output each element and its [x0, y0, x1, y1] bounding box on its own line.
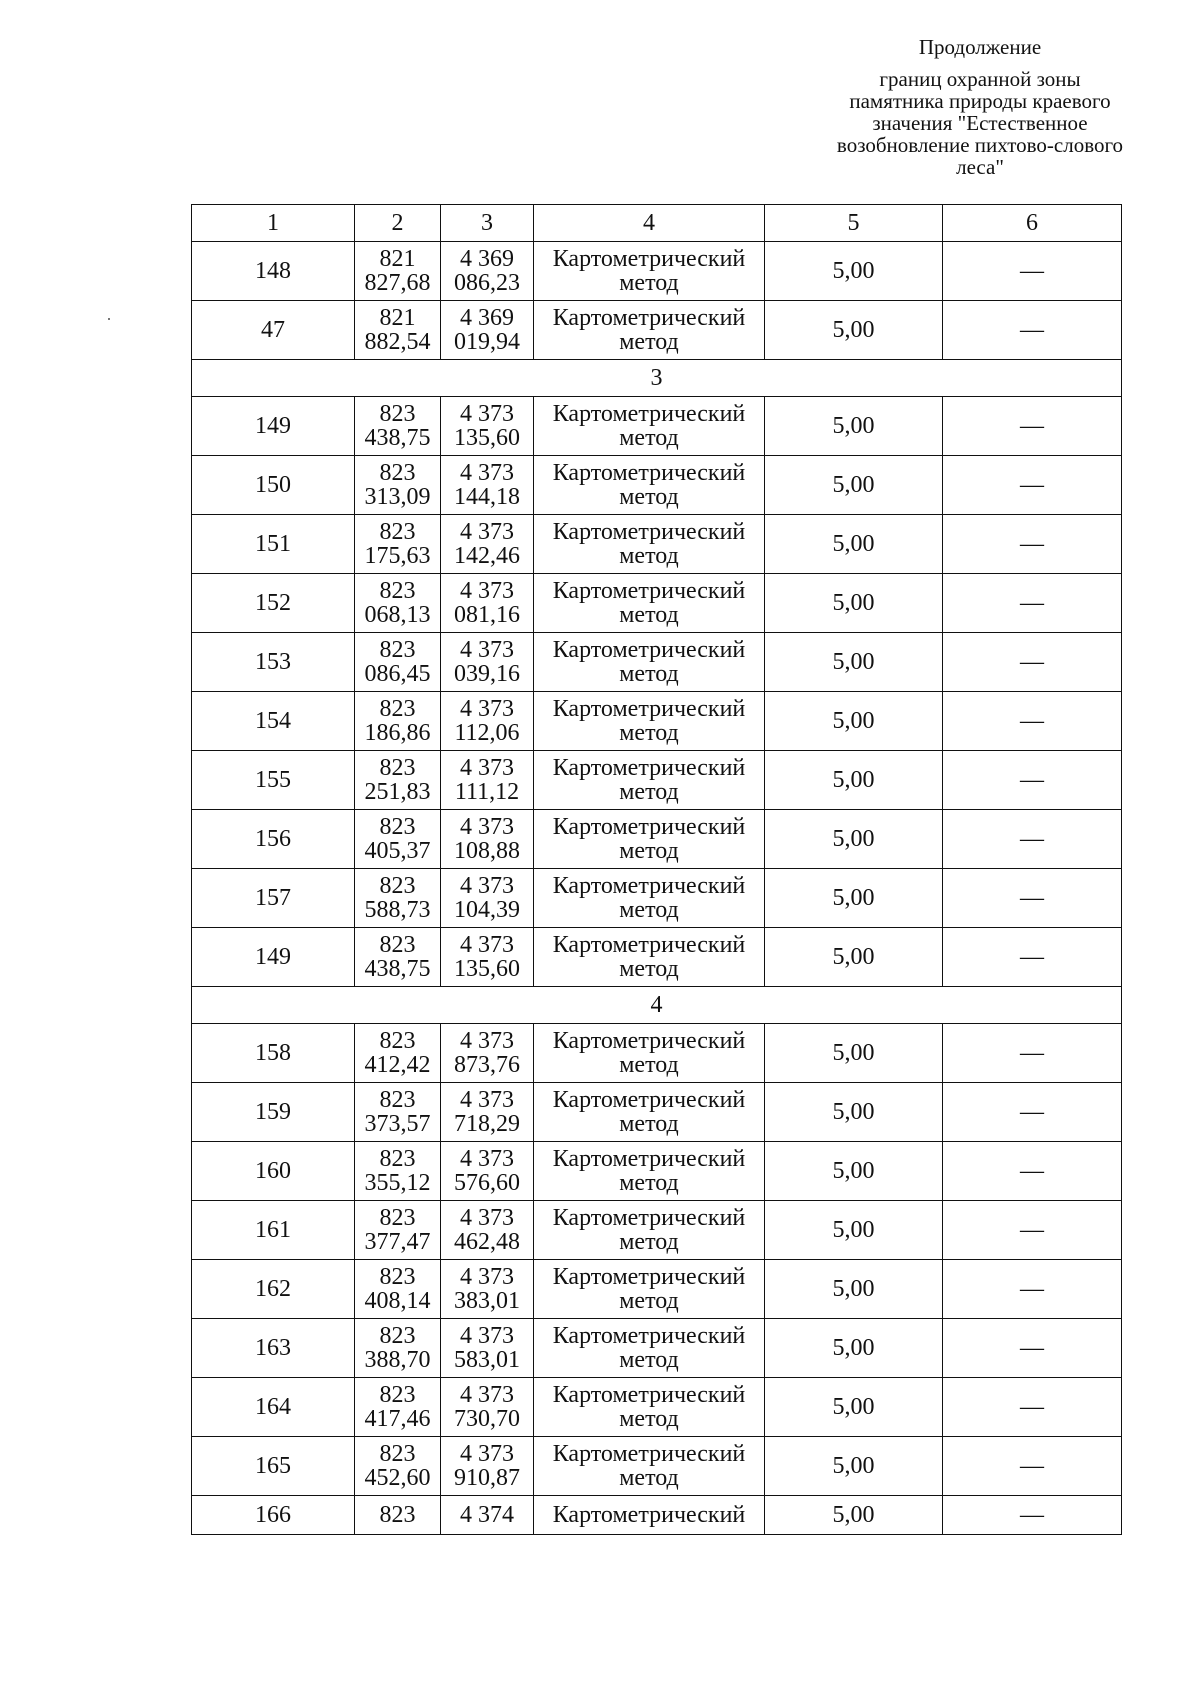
- table-row: [192, 1201, 1122, 1260]
- y-frac: 142,46: [454, 543, 520, 569]
- accuracy: 5,00: [765, 1024, 943, 1083]
- method-line2: метод: [619, 1229, 679, 1255]
- method-line1: Картометрический: [552, 1146, 746, 1172]
- x-int: 823: [379, 696, 416, 722]
- y-int: 4 369: [460, 246, 514, 272]
- x-frac: 373,57: [364, 1111, 431, 1137]
- y-int: 4 373: [460, 1441, 514, 1467]
- x-frac: 452,60: [364, 1465, 431, 1491]
- x-coordinate: [355, 633, 441, 692]
- accuracy: 5,00: [765, 692, 943, 751]
- point-number: 161: [192, 1201, 355, 1260]
- scan-speck: [108, 318, 110, 320]
- method-line1: Картометрический: [552, 755, 746, 781]
- method-line2: метод: [619, 425, 679, 451]
- y-frac: 910,87: [454, 1465, 520, 1491]
- accuracy: 5,00: [765, 1437, 943, 1496]
- dash: —: [943, 692, 1122, 751]
- accuracy: 5,00: [765, 869, 943, 928]
- x-coordinate: [355, 751, 441, 810]
- method-line1: Картометрический: [552, 1205, 746, 1231]
- x-coordinate: [355, 397, 441, 456]
- method-line1: Картометрический: [552, 873, 746, 899]
- x-int: 823: [379, 1382, 416, 1408]
- table-row: [192, 869, 1122, 928]
- x-frac: 417,46: [364, 1406, 431, 1432]
- method-line2: метод: [619, 838, 679, 864]
- method-line1: Картометрический: [552, 246, 746, 272]
- method: [534, 692, 765, 751]
- method-line1: Картометрический: [552, 1028, 746, 1054]
- y-coordinate: [441, 810, 534, 869]
- y-frac: 019,94: [454, 329, 520, 355]
- method-line2: метод: [619, 270, 679, 296]
- column-header: 1: [192, 205, 355, 242]
- method-line1: Картометрический: [552, 814, 746, 840]
- accuracy: 5,00: [765, 1260, 943, 1319]
- x-frac: 882,54: [364, 329, 431, 355]
- y-int: 4 373: [460, 1323, 514, 1349]
- accuracy: 5,00: [765, 515, 943, 574]
- y-frac: 730,70: [454, 1406, 520, 1432]
- point-number: 149: [192, 928, 355, 987]
- dash: —: [943, 1260, 1122, 1319]
- x-int: 823: [379, 519, 416, 545]
- y-int: 4 373: [460, 578, 514, 604]
- y-int: 4 373: [460, 519, 514, 545]
- x-int: 823: [379, 460, 416, 486]
- point-number: 47: [192, 301, 355, 360]
- accuracy: 5,00: [765, 456, 943, 515]
- x-int: 823: [379, 1028, 416, 1054]
- column-header: 6: [943, 205, 1122, 242]
- y-coordinate: [441, 1378, 534, 1437]
- dash: —: [943, 1024, 1122, 1083]
- y-int: 4 369: [460, 305, 514, 331]
- table-row: [192, 574, 1122, 633]
- dash: —: [943, 515, 1122, 574]
- x-int: 823: [379, 873, 416, 899]
- x-frac: 438,75: [364, 425, 431, 451]
- point-number: 162: [192, 1260, 355, 1319]
- x-frac: 588,73: [364, 897, 431, 923]
- table-row: [192, 515, 1122, 574]
- method-line2: метод: [619, 779, 679, 805]
- table-row: [192, 810, 1122, 869]
- method-line1: Картометрический: [552, 460, 746, 486]
- method: [534, 1378, 765, 1437]
- dash: —: [943, 397, 1122, 456]
- dash: —: [943, 301, 1122, 360]
- section-number: 4: [192, 987, 1122, 1024]
- method-line2: метод: [619, 543, 679, 569]
- point-number: 150: [192, 456, 355, 515]
- x-coordinate: [355, 1437, 441, 1496]
- method: [534, 869, 765, 928]
- method: Картометрический: [534, 1496, 765, 1535]
- y-int: 4 373: [460, 932, 514, 958]
- x-coordinate: [355, 1378, 441, 1437]
- y-int: 4 373: [460, 1264, 514, 1290]
- x-frac: 068,13: [364, 602, 431, 628]
- x-int: 821: [379, 305, 416, 331]
- method-line2: метод: [619, 1465, 679, 1491]
- point-number: 164: [192, 1378, 355, 1437]
- table-row: [192, 1319, 1122, 1378]
- y-int: 4 373: [460, 696, 514, 722]
- x-int: 821: [379, 246, 416, 272]
- table-row: [192, 1260, 1122, 1319]
- method-line1: Картометрический: [552, 1441, 746, 1467]
- header-line: памятника природы краевого: [849, 89, 1111, 113]
- method-line1: Картометрический: [552, 1087, 746, 1113]
- point-number: 157: [192, 869, 355, 928]
- x-coordinate: [355, 810, 441, 869]
- x-coordinate: [355, 574, 441, 633]
- x-int: 823: [379, 755, 416, 781]
- y-frac: 108,88: [454, 838, 520, 864]
- x-coordinate: [355, 1319, 441, 1378]
- method-line2: метод: [619, 720, 679, 746]
- table-row: [192, 692, 1122, 751]
- accuracy: 5,00: [765, 1083, 943, 1142]
- y-coordinate: [441, 1260, 534, 1319]
- x-int: 823: [379, 401, 416, 427]
- column-header: 5: [765, 205, 943, 242]
- dash: —: [943, 242, 1122, 301]
- point-number: 159: [192, 1083, 355, 1142]
- accuracy: 5,00: [765, 633, 943, 692]
- dash: —: [943, 1378, 1122, 1437]
- method: [534, 1319, 765, 1378]
- y-int: 4 373: [460, 1028, 514, 1054]
- dash: —: [943, 456, 1122, 515]
- method: [534, 1142, 765, 1201]
- accuracy: 5,00: [765, 397, 943, 456]
- table-row: [192, 456, 1122, 515]
- dash: —: [943, 1496, 1122, 1535]
- point-number: 152: [192, 574, 355, 633]
- x-coordinate: [355, 869, 441, 928]
- y-coordinate: [441, 869, 534, 928]
- accuracy: 5,00: [765, 810, 943, 869]
- table-row: [192, 301, 1122, 360]
- point-number: 163: [192, 1319, 355, 1378]
- y-frac: 081,16: [454, 602, 520, 628]
- dash: —: [943, 810, 1122, 869]
- y-frac: 112,06: [454, 720, 520, 746]
- method-line2: метод: [619, 897, 679, 923]
- dash: —: [943, 574, 1122, 633]
- y-coordinate: [441, 397, 534, 456]
- y-int: 4 373: [460, 637, 514, 663]
- method-line2: метод: [619, 1052, 679, 1078]
- table-row: [192, 1142, 1122, 1201]
- y-frac: 086,23: [454, 270, 520, 296]
- y-frac: 718,29: [454, 1111, 520, 1137]
- column-header: 3: [441, 205, 534, 242]
- dash: —: [943, 1201, 1122, 1260]
- method: [534, 1201, 765, 1260]
- dash: —: [943, 1319, 1122, 1378]
- method: [534, 1083, 765, 1142]
- dash: —: [943, 751, 1122, 810]
- x-frac: 313,09: [364, 484, 431, 510]
- y-int: 4 373: [460, 873, 514, 899]
- y-int: 4 373: [460, 1146, 514, 1172]
- x-coordinate: [355, 301, 441, 360]
- method-line1: Картометрический: [552, 932, 746, 958]
- method: [534, 242, 765, 301]
- method-line1: Картометрический: [552, 305, 746, 331]
- method-line2: метод: [619, 956, 679, 982]
- point-number: 154: [192, 692, 355, 751]
- method-line1: Картометрический: [552, 401, 746, 427]
- method-line1: Картометрический: [552, 637, 746, 663]
- accuracy: 5,00: [765, 1142, 943, 1201]
- y-coordinate: [441, 242, 534, 301]
- point-number: 153: [192, 633, 355, 692]
- point-number: 160: [192, 1142, 355, 1201]
- accuracy: 5,00: [765, 301, 943, 360]
- method: [534, 1024, 765, 1083]
- y-coordinate: [441, 1024, 534, 1083]
- header-line: значения "Естественное: [872, 111, 1088, 135]
- x-int: 823: [379, 814, 416, 840]
- y-frac: 144,18: [454, 484, 520, 510]
- x-frac: 412,42: [364, 1052, 431, 1078]
- method-line2: метод: [619, 1406, 679, 1432]
- method: [534, 928, 765, 987]
- table-row: [192, 633, 1122, 692]
- dash: —: [943, 1142, 1122, 1201]
- dash: —: [943, 869, 1122, 928]
- table-row: [192, 1437, 1122, 1496]
- y-frac: 039,16: [454, 661, 520, 687]
- x-int: 823: [379, 578, 416, 604]
- x-frac: 388,70: [364, 1347, 431, 1373]
- y-coordinate: [441, 1083, 534, 1142]
- method-line2: метод: [619, 484, 679, 510]
- y-frac: 576,60: [454, 1170, 520, 1196]
- point-number: 155: [192, 751, 355, 810]
- method-line1: Картометрический: [552, 1264, 746, 1290]
- x-coordinate: 823: [355, 1496, 441, 1535]
- section-row: [192, 987, 1122, 1024]
- header-line: границ охранной зоны: [879, 67, 1081, 91]
- method: [534, 1260, 765, 1319]
- method: [534, 633, 765, 692]
- method: [534, 301, 765, 360]
- y-frac: 135,60: [454, 956, 520, 982]
- point-number: 156: [192, 810, 355, 869]
- method-line2: метод: [619, 1111, 679, 1137]
- x-frac: 405,37: [364, 838, 431, 864]
- y-coordinate: 4 374: [441, 1496, 534, 1535]
- table-row: [192, 1024, 1122, 1083]
- accuracy: 5,00: [765, 574, 943, 633]
- accuracy: 5,00: [765, 1496, 943, 1535]
- point-number: 149: [192, 397, 355, 456]
- method: [534, 1437, 765, 1496]
- x-coordinate: [355, 456, 441, 515]
- method-line1: Картометрический: [552, 696, 746, 722]
- x-frac: 377,47: [364, 1229, 431, 1255]
- x-int: 823: [379, 932, 416, 958]
- section-row: [192, 360, 1122, 397]
- x-int: 823: [379, 1441, 416, 1467]
- y-frac: 135,60: [454, 425, 520, 451]
- point-number: 151: [192, 515, 355, 574]
- y-coordinate: [441, 751, 534, 810]
- method-line2: метод: [619, 1347, 679, 1373]
- method-line2: метод: [619, 1170, 679, 1196]
- column-header-row: [192, 205, 1122, 242]
- method-line2: метод: [619, 329, 679, 355]
- method: [534, 397, 765, 456]
- y-int: 4 373: [460, 814, 514, 840]
- x-int: 823: [379, 1205, 416, 1231]
- table-row: [192, 1496, 1122, 1535]
- point-number: 148: [192, 242, 355, 301]
- x-coordinate: [355, 242, 441, 301]
- y-coordinate: [441, 928, 534, 987]
- method-line1: Картометрический: [552, 578, 746, 604]
- accuracy: 5,00: [765, 928, 943, 987]
- method: [534, 515, 765, 574]
- y-coordinate: [441, 633, 534, 692]
- x-int: 823: [379, 1146, 416, 1172]
- x-coordinate: [355, 1142, 441, 1201]
- x-coordinate: [355, 1024, 441, 1083]
- dash: —: [943, 1083, 1122, 1142]
- x-frac: 408,14: [364, 1288, 431, 1314]
- accuracy: 5,00: [765, 1201, 943, 1260]
- accuracy: 5,00: [765, 1319, 943, 1378]
- header-continuation: Продолжение: [918, 35, 1042, 59]
- x-frac: 251,83: [364, 779, 431, 805]
- y-coordinate: [441, 456, 534, 515]
- table-row: [192, 751, 1122, 810]
- y-coordinate: [441, 1201, 534, 1260]
- method-line1: Картометрический: [552, 1382, 746, 1408]
- accuracy: 5,00: [765, 1378, 943, 1437]
- y-coordinate: [441, 1319, 534, 1378]
- x-int: 823: [379, 1323, 416, 1349]
- x-coordinate: [355, 928, 441, 987]
- y-coordinate: [441, 1437, 534, 1496]
- method-line2: метод: [619, 602, 679, 628]
- y-int: 4 373: [460, 1382, 514, 1408]
- point-number: 158: [192, 1024, 355, 1083]
- header-line: возобновление пихтово-слового: [836, 133, 1124, 157]
- y-coordinate: [441, 515, 534, 574]
- y-coordinate: [441, 574, 534, 633]
- y-int: 4 373: [460, 1205, 514, 1231]
- y-coordinate: [441, 301, 534, 360]
- method: [534, 810, 765, 869]
- column-header: 4: [534, 205, 765, 242]
- method-line1: Картометрический: [552, 519, 746, 545]
- y-int: 4 373: [460, 755, 514, 781]
- accuracy: 5,00: [765, 242, 943, 301]
- table-row: [192, 1378, 1122, 1437]
- method: [534, 574, 765, 633]
- y-coordinate: [441, 1142, 534, 1201]
- x-coordinate: [355, 1201, 441, 1260]
- document-header: [800, 36, 1160, 178]
- x-int: 823: [379, 637, 416, 663]
- x-frac: 827,68: [364, 270, 431, 296]
- table-row: [192, 928, 1122, 987]
- x-frac: 438,75: [364, 956, 431, 982]
- x-coordinate: [355, 1083, 441, 1142]
- dash: —: [943, 928, 1122, 987]
- header-line: леса": [956, 155, 1004, 179]
- method-line1: Картометрический: [552, 1323, 746, 1349]
- x-coordinate: [355, 515, 441, 574]
- method: [534, 456, 765, 515]
- point-number: 166: [192, 1496, 355, 1535]
- y-int: 4 373: [460, 460, 514, 486]
- y-frac: 111,12: [454, 779, 520, 805]
- point-number: 165: [192, 1437, 355, 1496]
- table-row: [192, 397, 1122, 456]
- column-header: 2: [355, 205, 441, 242]
- x-int: 823: [379, 1264, 416, 1290]
- x-frac: 086,45: [364, 661, 431, 687]
- y-int: 4 373: [460, 401, 514, 427]
- method-line2: метод: [619, 1288, 679, 1314]
- accuracy: 5,00: [765, 751, 943, 810]
- method-line2: метод: [619, 661, 679, 687]
- x-frac: 175,63: [364, 543, 431, 569]
- y-int: 4 373: [460, 1087, 514, 1113]
- x-frac: 355,12: [364, 1170, 431, 1196]
- table-row: [192, 242, 1122, 301]
- dash: —: [943, 633, 1122, 692]
- dash: —: [943, 1437, 1122, 1496]
- y-frac: 383,01: [454, 1288, 520, 1314]
- x-coordinate: [355, 692, 441, 751]
- coordinates-table: [191, 204, 1122, 1535]
- method: [534, 751, 765, 810]
- y-coordinate: [441, 692, 534, 751]
- x-int: 823: [379, 1087, 416, 1113]
- y-frac: 462,48: [454, 1229, 520, 1255]
- y-frac: 583,01: [454, 1347, 520, 1373]
- x-coordinate: [355, 1260, 441, 1319]
- y-frac: 104,39: [454, 897, 520, 923]
- section-number: 3: [192, 360, 1122, 397]
- x-frac: 186,86: [364, 720, 431, 746]
- table-row: [192, 1083, 1122, 1142]
- y-frac: 873,76: [454, 1052, 520, 1078]
